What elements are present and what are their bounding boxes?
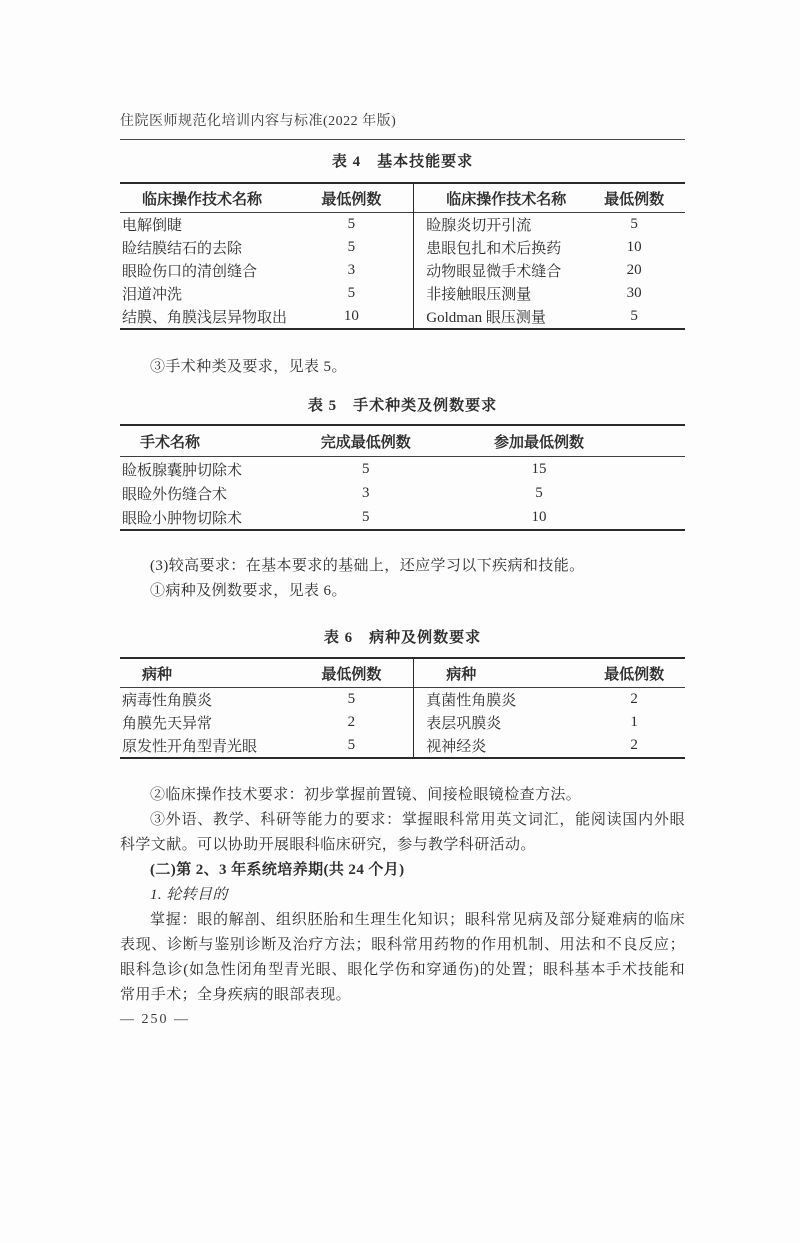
cell-surgery: 眼睑外伤缝合术 (122, 486, 228, 503)
table4-header-row (120, 183, 685, 213)
cell-min-cases: 5 (347, 239, 356, 255)
cell-procedure: 泪道冲洗 (122, 287, 183, 303)
cell-min-cases: 30 (626, 285, 642, 301)
heading-stage2: (二)第 2、3 年系统培养期(共 24 个月) (150, 862, 405, 878)
column-header: 最低例数 (321, 666, 382, 683)
cell-min-cases: 5 (347, 216, 356, 232)
table-row (120, 711, 685, 734)
cell-min-cases: 10 (626, 239, 642, 255)
heading-rotation-goal: 1. 轮转目的 (150, 887, 228, 903)
cell-procedure: 眼睑伤口的清创缝合 (122, 264, 258, 280)
column-header: 最低例数 (604, 191, 665, 208)
cell-participate-min: 15 (531, 460, 547, 477)
column-header: 最低例数 (321, 191, 382, 208)
page-number: — 250 — (120, 1012, 190, 1027)
para-language-teaching: ③外语、教学、科研等能力的要求：掌握眼科常用英文词汇，能阅读国内外眼科学文献。可以协助开展眼科临床研究，参与教学科研活动。 (120, 812, 685, 853)
cell-surgery: 眼睑小肿物切除术 (122, 510, 243, 527)
cell-min-cases: 2 (630, 691, 638, 707)
cell-min-cases: 10 (343, 308, 359, 324)
para-surgery-types-intro: ③手术种类及要求，见表 5。 (150, 359, 347, 375)
cell-participate-min: 5 (535, 484, 543, 501)
column-header: 病种 (142, 666, 173, 683)
cell-disease: 视神经炎 (414, 734, 584, 758)
cell-procedure: 动物眼显微手术缝合 (414, 259, 584, 282)
cell-min-cases: 3 (347, 262, 356, 278)
column-header: 病种 (414, 658, 584, 688)
cell-disease: 表层巩膜炎 (414, 711, 584, 734)
table-row (120, 213, 685, 237)
para-rotation-goal: 掌握：眼的解剖、组织胚胎和生理生化知识；眼科常见病及部分疑难病的临床表现、诊断与鉴别诊断及治疗方法；眼科常用药物的作用机制、用法和不良反应；眼科急诊(如急性闭角型青光眼、眼化学伤和穿通伤)的处置；眼科基本手术技能和常用手术；全身疾病的眼部表现。 (120, 912, 685, 1003)
cell-complete-min: 5 (362, 508, 370, 525)
cell-min-cases: 5 (347, 285, 356, 301)
basic-skills-table (120, 182, 685, 330)
cell-min-cases: 5 (630, 308, 638, 324)
table-row (120, 457, 685, 482)
cell-procedure: 电解倒睫 (122, 218, 183, 234)
column-header: 临床操作技术名称 (414, 183, 584, 213)
table-row (120, 259, 685, 282)
running-header-title: 住院医师规范化培训内容与标准(2022 年版) (120, 114, 397, 129)
cell-min-cases: 1 (630, 714, 638, 730)
table4-title: 表 4 基本技能要求 (331, 154, 474, 170)
cell-min-cases: 5 (347, 737, 356, 753)
column-header: 手术名称 (140, 434, 201, 451)
column-header: 最低例数 (604, 666, 665, 683)
cell-disease: 病毒性角膜炎 (122, 693, 213, 709)
table6-title: 表 6 病种及例数要求 (323, 630, 482, 646)
cell-procedure: 睑腺炎切开引流 (414, 213, 584, 237)
table-row (120, 734, 685, 758)
surgery-requirements-table (120, 424, 685, 531)
table-row (120, 688, 685, 712)
cell-procedure: 非接触眼压测量 (414, 282, 584, 305)
cell-min-cases: 5 (630, 216, 638, 232)
cell-participate-min: 10 (531, 508, 547, 525)
table-row (120, 505, 685, 530)
cell-disease: 真菌性角膜炎 (414, 688, 584, 712)
cell-procedure: 结膜、角膜浅层异物取出 (122, 310, 288, 326)
cell-procedure: 患眼包扎和术后换药 (414, 236, 584, 259)
cell-disease: 原发性开角型青光眼 (122, 739, 258, 755)
cell-surgery: 睑板腺囊肿切除术 (122, 462, 243, 479)
table5-title: 表 5 手术种类及例数要求 (307, 398, 498, 414)
column-header: 参加最低例数 (494, 434, 585, 451)
cell-procedure: Goldman 眼压测量 (414, 305, 584, 329)
disease-requirements-table (120, 657, 685, 759)
page-content (120, 112, 685, 1030)
cell-min-cases: 2 (630, 737, 638, 753)
para-disease-intro: ①病种及例数要求，见表 6。 (150, 583, 347, 599)
cell-min-cases: 5 (347, 691, 356, 707)
table6-header-row (120, 658, 685, 688)
cell-disease: 角膜先天异常 (122, 716, 213, 732)
table-row (120, 305, 685, 329)
cell-min-cases: 2 (347, 714, 356, 730)
table-row (120, 236, 685, 259)
para-higher-requirements: (3)较高要求：在基本要求的基础上，还应学习以下疾病和技能。 (150, 558, 585, 574)
cell-complete-min: 3 (362, 484, 370, 501)
column-header: 完成最低例数 (320, 434, 411, 451)
table-row (120, 481, 685, 505)
para-clinical-ops: ②临床操作技术要求：初步掌握前置镜、间接检眼镜检查方法。 (150, 787, 582, 803)
cell-procedure: 睑结膜结石的去除 (122, 241, 243, 257)
column-header: 临床操作技术名称 (142, 191, 263, 208)
running-header (120, 112, 685, 140)
table-row (120, 282, 685, 305)
cell-complete-min: 5 (362, 460, 370, 477)
cell-min-cases: 20 (626, 262, 642, 278)
table5-header-row (120, 425, 685, 457)
